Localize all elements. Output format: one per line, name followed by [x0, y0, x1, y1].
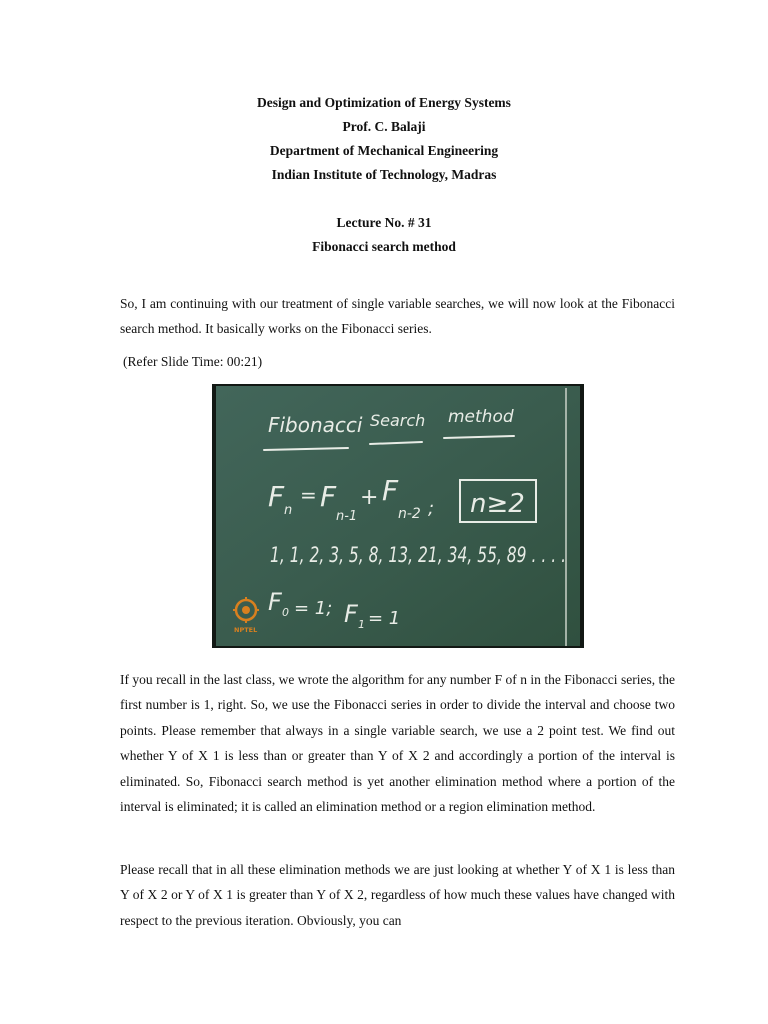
document-header — [0, 91, 768, 259]
professor-name: Prof. C. Balaji — [342, 119, 426, 134]
initial-f1: F — [344, 600, 358, 628]
slide-title-word-3: method — [448, 407, 514, 427]
initial-f0-sub: 0 — [282, 606, 289, 619]
slide-title-word-2: Search — [370, 411, 426, 430]
nptel-logo-text: NPTEL — [234, 626, 258, 634]
lecture-number: Lecture No. # 31 — [336, 215, 432, 230]
intro-paragraph: So, I am continuing with our treatment of single variable searches, we will now look at the Fibonacci search method. It basically works on the Fibonacci series. — [120, 296, 675, 337]
course-title: Design and Optimization of Energy Systems — [257, 95, 511, 110]
initial-f0: F — [268, 588, 282, 616]
lecture-slide-image — [212, 384, 584, 648]
recurrence-plus: + — [360, 485, 379, 510]
recurrence-lhs-sub: n — [284, 503, 293, 518]
department-name: Department of Mechanical Engineering — [269, 143, 499, 158]
recurrence-term-1-sub: n-1 — [336, 509, 358, 524]
recurrence-lhs: F — [268, 480, 285, 513]
initial-f0-value: = 1; — [294, 598, 333, 619]
body-paragraph-1: If you recall in the last class, we wrote the algorithm for any number F of n in the Fibonacci series, the first number is 1, right. So, we use the Fibonacci series in order to divide the interval and choose two points. Please remember that always in a single variable search, we use a 2 point test. We find out whether Y of X 1 is less than or greater than Y of X 2 and accordingly a portion of the interval is eliminated. So, Fibonacci search method is yet another elimination method where a portion of the interval is eliminated; it is called an elimination method or a region elimination method. — [120, 672, 675, 815]
condition-text: n≥2 — [470, 489, 525, 519]
recurrence-equals: = — [300, 483, 317, 507]
body-paragraph-2: Please recall that in all these elimination methods we are just looking at whether Y of X 1 is less than Y of X 2 or Y of X 1 is greater than Y of X 2, regardless of how much these values have changed with respect to the previous iteration. Obviously, you can — [120, 862, 675, 928]
recurrence-term-2-sub: n-2 — [398, 506, 421, 522]
recurrence-semicolon: ; — [428, 498, 435, 519]
institute-name: Indian Institute of Technology, Madras — [271, 167, 497, 182]
initial-f1-value: = 1 — [368, 608, 401, 629]
recurrence-term-2: F — [382, 474, 399, 507]
initial-f1-sub: 1 — [358, 618, 365, 631]
slide-reference: (Refer Slide Time: 00:21) — [123, 354, 263, 369]
slide-title-word-1: Fibonacci — [268, 413, 363, 437]
lecture-title: Fibonacci search method — [312, 239, 456, 254]
recurrence-term-1: F — [320, 480, 337, 513]
fibonacci-sequence: 1, 1, 2, 3, 5, 8, 13, 21, 34, 55, 89 . . . . — [270, 543, 566, 567]
